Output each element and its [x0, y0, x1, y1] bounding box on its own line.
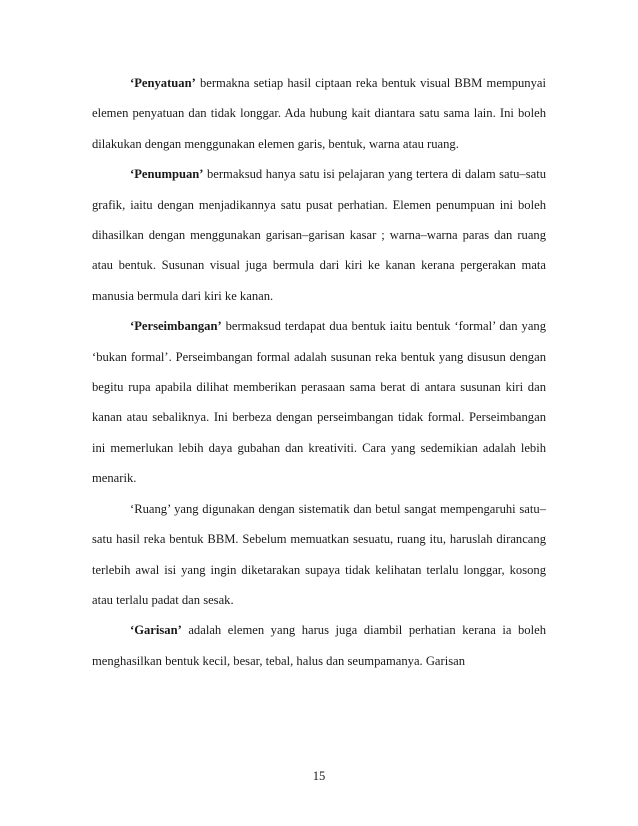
paragraph-ruang [92, 494, 546, 616]
term-perseimbangan: ‘Perseimbangan’ [130, 319, 222, 334]
term-penyatuan: ‘Penyatuan’ [130, 76, 196, 90]
page-number: 15 [312, 769, 326, 783]
term-garisan: ‘Garisan’ [130, 623, 182, 638]
document-body [92, 68, 546, 676]
paragraph-perseimbangan [92, 311, 546, 493]
paragraph-perseimbangan-text: bermaksud terdapat dua bentuk iaitu bentuk ‘formal’ dan yang ‘bukan formal’. Perseimbangan formal adalah susunan reka bentuk yang disusun dengan begitu rupa apabila dilihat memberikan perasaan sama berat di antara susunan kiri dan kanan atau sebaliknya. Ini berbeza dengan perseimbangan tidak formal. Perseimbangan ini memerlukan lebih daya gubahan dan kreativiti. Cara yang sedemikian adalah lebih menarik. [92, 319, 546, 486]
paragraph-ruang-text: ‘Ruang’ yang digunakan dengan sistematik dan betul sangat mempengaruhi satu–satu hasil reka bentuk BBM. Sebelum memuatkan sesuatu, ruang itu, haruslah dirancang terlebih awal isi yang ingin diketarakan supaya tidak kelihatan terlalu longgar, kosong atau terlalu padat dan sesak. [92, 501, 546, 607]
paragraph-penyatuan [92, 68, 546, 159]
paragraph-garisan [92, 615, 546, 676]
paragraph-garisan-text: adalah elemen yang harus juga diambil perhatian kerana ia boleh menghasilkan bentuk kecil, besar, tebal, halus dan seumpamanya. Garisan [92, 623, 546, 668]
paragraph-penumpuan [92, 159, 546, 311]
paragraph-penumpuan-text: bermaksud hanya satu isi pelajaran yang tertera di dalam satu–satu grafik, iaitu dengan menjadikannya satu pusat perhatian. Elemen penumpuan ini boleh dihasilkan dengan menggunakan garisan–garisan kasar ; warna–warna paras dan ruang atau bentuk. Susunan visual juga bermula dari kiri ke kanan kerana pergerakan mata manusia bermula dari kiri ke kanan. [92, 167, 546, 303]
paragraph-penyatuan-text: bermakna setiap hasil ciptaan reka bentuk visual BBM mempunyai elemen penyatuan dan tidak longgar. Ada hubung kait diantara satu sama lain. Ini boleh dilakukan dengan menggunakan elemen garis, bentuk, warna atau ruang. [92, 76, 546, 151]
term-penumpuan: ‘Penumpuan’ [130, 167, 204, 182]
